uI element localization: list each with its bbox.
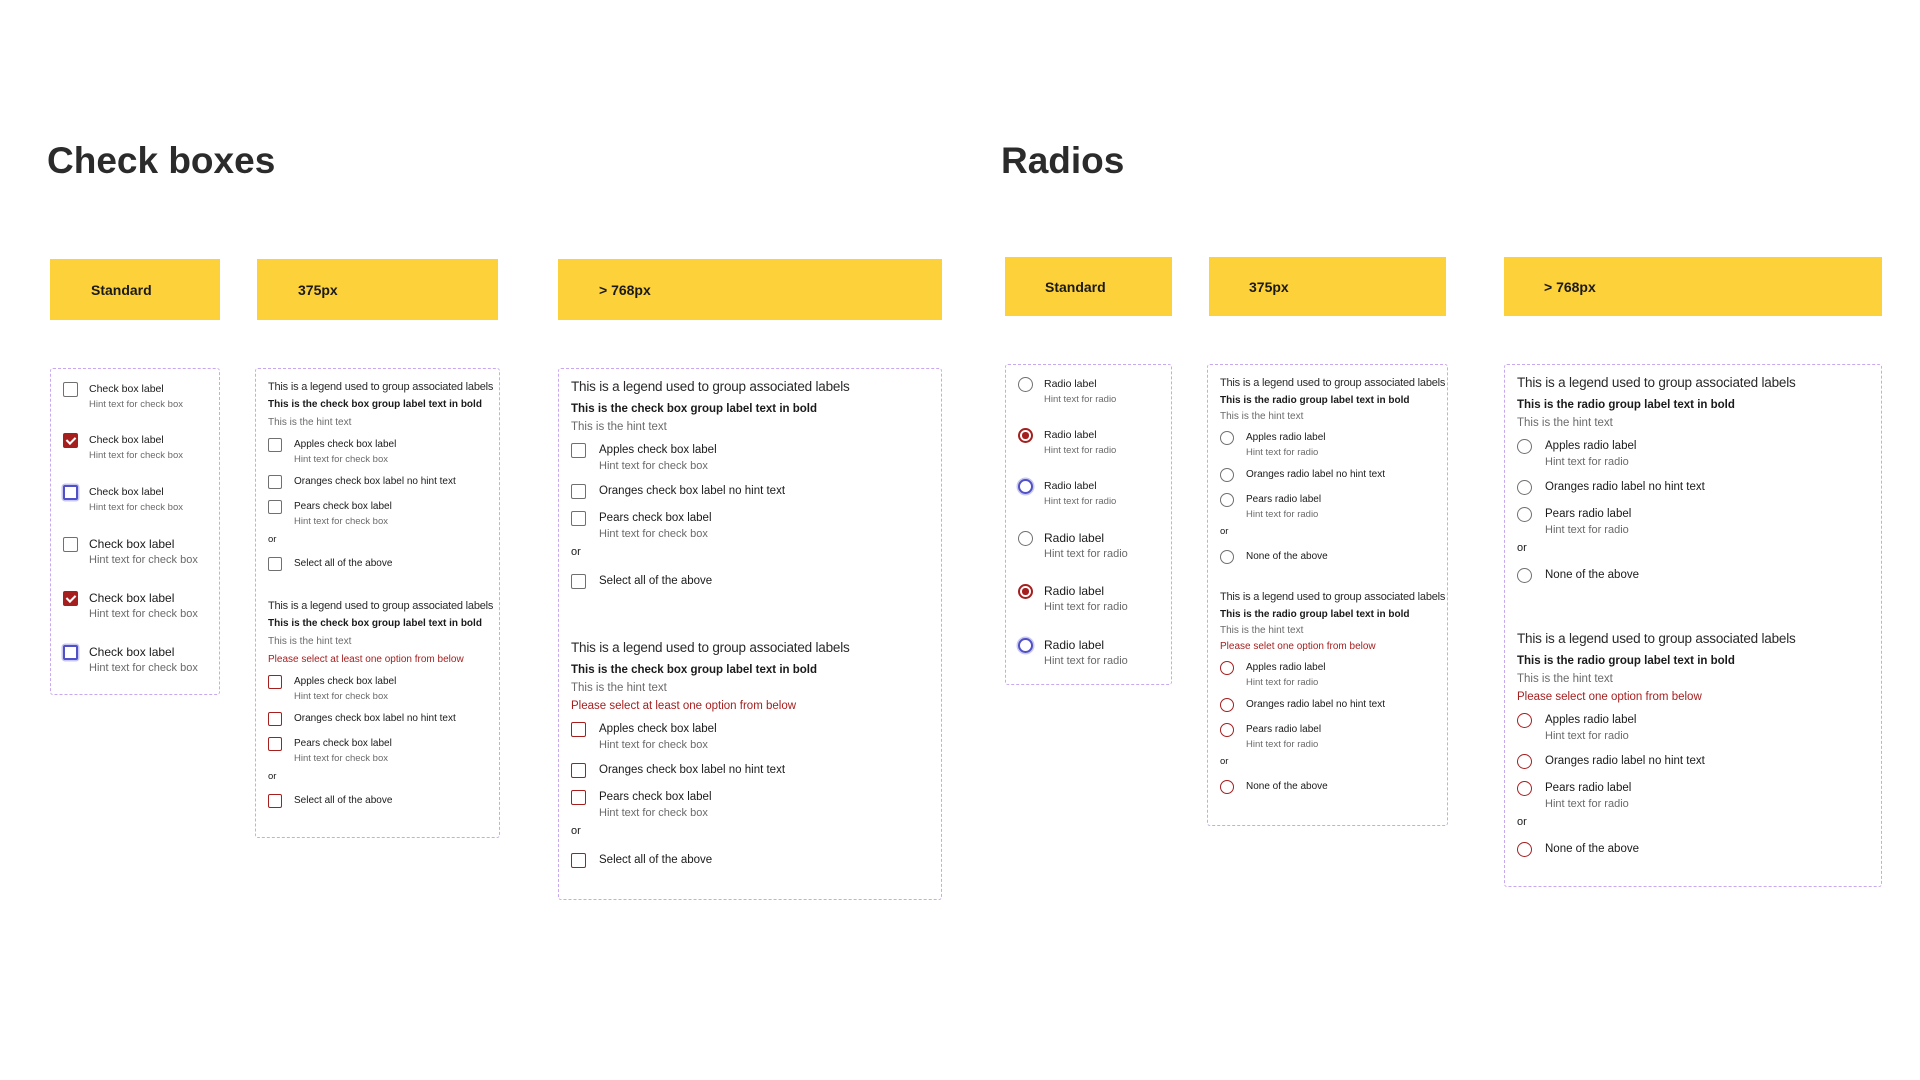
item-text — [1545, 439, 1636, 468]
radio-control[interactable] — [1517, 842, 1532, 857]
radio-option-1[interactable] — [1018, 377, 1116, 405]
tag-cb-standard — [50, 259, 220, 320]
checkbox-control[interactable] — [63, 485, 78, 500]
group-hint: This is the hint text — [571, 682, 667, 694]
item-hint: Hint text for radio — [1545, 730, 1629, 742]
radio-control[interactable] — [1018, 377, 1033, 392]
item-label: Check box label — [89, 434, 164, 446]
checkbox-control[interactable] — [571, 511, 586, 526]
item-label: Apples radio label — [1246, 662, 1326, 673]
checkbox-option-2-1[interactable] — [268, 675, 396, 702]
item-text — [599, 484, 785, 499]
item-text — [294, 438, 396, 465]
item-text — [599, 443, 717, 472]
checkbox-control[interactable] — [268, 737, 282, 751]
item-text — [599, 511, 712, 540]
item-label: Select all of the above — [294, 795, 393, 806]
item-hint: Hint text for radio — [1044, 548, 1128, 560]
checkbox-control[interactable] — [571, 722, 586, 737]
checkbox-option-6[interactable] — [63, 645, 198, 674]
item-text — [1545, 754, 1705, 769]
or-separator: or — [1517, 816, 1527, 828]
checkbox-control[interactable] — [571, 484, 586, 499]
item-hint: Hint text for check box — [294, 516, 388, 527]
radio-option-2-1[interactable] — [1517, 713, 1636, 742]
error-message: Please select at least one option from below — [571, 700, 797, 712]
item-hint: Hint text for check box — [89, 554, 198, 566]
radio-control[interactable] — [1018, 428, 1033, 443]
legend: This is a legend used to group associated labels — [571, 640, 850, 655]
item-hint: Hint text for radio — [1545, 798, 1629, 810]
item-label: Select all of the above — [599, 575, 713, 587]
item-hint: Hint text for check box — [599, 528, 708, 540]
item-label: Check box label — [89, 486, 164, 498]
legend: This is a legend used to group associated labels — [1517, 375, 1796, 390]
item-text — [1545, 781, 1631, 810]
radios-section-title: Radios — [1001, 140, 1125, 181]
item-label: Pears radio label — [1545, 782, 1632, 794]
item-hint: Hint text for radio — [1246, 509, 1319, 520]
item-text — [599, 790, 712, 819]
radio-option-2[interactable] — [1018, 428, 1116, 456]
item-text — [599, 722, 717, 751]
radio-control[interactable] — [1220, 698, 1234, 712]
radio-option-1-2[interactable] — [1220, 468, 1385, 482]
item-label: Oranges check box label no hint text — [599, 764, 786, 776]
radio-control[interactable] — [1517, 439, 1532, 454]
tag-label: Standard — [1045, 278, 1106, 295]
checkbox-option-1-3[interactable] — [571, 511, 712, 540]
item-label: None of the above — [1545, 843, 1639, 855]
radio-option-6[interactable] — [1018, 638, 1128, 667]
error-message: Please select one option from below — [1517, 691, 1702, 703]
or-separator: or — [571, 825, 581, 837]
group-label: This is the radio group label text in bold — [1220, 609, 1410, 620]
legend: This is a legend used to group associated labels — [268, 600, 494, 612]
item-label: Radio label — [1044, 531, 1105, 545]
item-label: Check box label — [89, 383, 164, 395]
checkbox-control[interactable] — [63, 537, 78, 552]
group-hint: This is the hint text — [1220, 625, 1304, 636]
error-message: Please select at least one option from below — [268, 654, 464, 665]
item-text — [1044, 377, 1116, 405]
checkbox-control[interactable] — [63, 433, 78, 448]
item-hint: Hint text for check box — [599, 807, 708, 819]
item-text — [89, 382, 183, 410]
item-label: Check box label — [89, 591, 175, 605]
legend: This is a legend used to group associated labels — [571, 379, 850, 394]
item-text — [1545, 713, 1636, 742]
checkbox-control[interactable] — [268, 557, 282, 571]
item-text — [1246, 431, 1326, 458]
item-hint: Hint text for radio — [1044, 655, 1128, 667]
tag-rd-standard — [1005, 257, 1172, 316]
checkbox-option-2-2[interactable] — [571, 763, 785, 778]
item-label: Pears check box label — [599, 512, 712, 524]
group-hint: This is the hint text — [571, 421, 667, 433]
radio-option-1-1[interactable] — [1517, 439, 1636, 468]
item-hint: Hint text for check box — [89, 608, 198, 620]
item-label: Oranges radio label no hint text — [1246, 469, 1385, 480]
radio-option-2-2[interactable] — [1220, 698, 1385, 712]
item-text — [1246, 780, 1328, 794]
group-label: This is the radio group label text in bold — [1517, 655, 1735, 667]
item-label: None of the above — [1246, 781, 1328, 792]
panel-rd-768 — [1504, 364, 1882, 887]
item-label: Pears radio label — [1246, 494, 1322, 505]
checkbox-option-1-2[interactable] — [571, 484, 785, 499]
radio-control[interactable] — [1517, 480, 1532, 495]
legend: This is a legend used to group associated labels — [1220, 377, 1446, 389]
select-all-option[interactable] — [571, 574, 712, 589]
checkbox-control[interactable] — [571, 574, 586, 589]
item-label: Radio label — [1044, 378, 1097, 390]
item-label: Oranges check box label no hint text — [294, 476, 456, 487]
item-label: None of the above — [1246, 551, 1328, 562]
checkbox-control[interactable] — [268, 438, 282, 452]
item-text — [1545, 507, 1631, 536]
item-text — [1545, 842, 1639, 857]
radio-control[interactable] — [1220, 780, 1234, 794]
item-text — [599, 574, 712, 589]
item-hint: Hint text for check box — [294, 691, 388, 702]
item-text — [89, 433, 183, 461]
checkbox-control[interactable] — [268, 475, 282, 489]
checkbox-control[interactable] — [63, 591, 78, 606]
legend: This is a legend used to group associated labels — [1220, 591, 1446, 603]
item-hint: Hint text for check box — [89, 662, 198, 674]
or-separator: or — [1220, 526, 1229, 537]
item-label: Apples check box label — [599, 723, 717, 735]
item-hint: Hint text for radio — [1044, 445, 1117, 456]
radio-option-1-1[interactable] — [1220, 431, 1326, 458]
item-label: Radio label — [1044, 638, 1105, 652]
item-hint: Hint text for radio — [1246, 739, 1319, 750]
group-hint: This is the hint text — [1517, 417, 1613, 429]
radio-control[interactable] — [1517, 754, 1532, 769]
radio-control[interactable] — [1018, 479, 1033, 494]
checkbox-control[interactable] — [571, 443, 586, 458]
item-hint: Hint text for check box — [89, 399, 183, 410]
item-label: Oranges radio label no hint text — [1545, 481, 1705, 493]
item-text — [1246, 723, 1321, 750]
radio-control[interactable] — [1018, 584, 1033, 599]
checkbox-option-5[interactable] — [63, 591, 198, 620]
item-text — [1044, 638, 1128, 667]
select-all-option[interactable] — [571, 853, 712, 868]
item-hint: Hint text for check box — [294, 454, 388, 465]
checkbox-option-2[interactable] — [63, 433, 183, 461]
tag-rd-768 — [1504, 257, 1882, 316]
panel-rd-standard — [1005, 364, 1172, 685]
panel-cb-standard — [50, 368, 220, 695]
item-text — [294, 794, 392, 808]
item-text — [294, 712, 456, 726]
select-all-option[interactable] — [268, 794, 392, 808]
checkbox-control[interactable] — [571, 853, 586, 868]
item-text — [1246, 493, 1321, 520]
item-hint: Hint text for radio — [1246, 677, 1319, 688]
checkbox-control[interactable] — [63, 382, 78, 397]
checkbox-control[interactable] — [268, 500, 282, 514]
item-hint: Hint text for check box — [599, 739, 708, 751]
item-text — [89, 537, 198, 566]
checkbox-option-1-1[interactable] — [268, 438, 396, 465]
group-hint: This is the hint text — [268, 636, 352, 647]
panel-cb-375 — [255, 368, 500, 838]
item-label: Radio label — [1044, 480, 1097, 492]
item-label: Apples check box label — [294, 676, 397, 687]
group-hint: This is the hint text — [1517, 673, 1613, 685]
item-hint: Hint text for check box — [294, 753, 388, 764]
radio-control[interactable] — [1220, 723, 1234, 737]
item-label: Pears radio label — [1246, 724, 1322, 735]
item-hint: Hint text for check box — [599, 460, 708, 472]
or-separator: or — [268, 534, 277, 545]
radio-control[interactable] — [1517, 507, 1532, 522]
checkbox-option-2-3[interactable] — [268, 737, 392, 764]
tag-rd-375 — [1209, 257, 1446, 316]
radio-option-2-3[interactable] — [1220, 723, 1321, 750]
item-label: Oranges check box label no hint text — [599, 485, 786, 497]
item-hint: Hint text for radio — [1545, 456, 1629, 468]
checkbox-option-1-1[interactable] — [571, 443, 717, 472]
item-hint: Hint text for radio — [1044, 394, 1117, 405]
item-text — [1246, 661, 1326, 688]
radio-control[interactable] — [1220, 550, 1234, 564]
tag-label: > 768px — [1544, 278, 1596, 295]
item-text — [1044, 479, 1116, 507]
select-all-option[interactable] — [268, 557, 392, 571]
radio-option-1-3[interactable] — [1220, 493, 1321, 520]
radio-control[interactable] — [1018, 531, 1033, 546]
tag-cb-768 — [558, 259, 942, 320]
item-text — [89, 485, 183, 513]
radio-control[interactable] — [1220, 661, 1234, 675]
item-label: Select all of the above — [294, 558, 393, 569]
radio-control[interactable] — [1220, 493, 1234, 507]
item-label: Select all of the above — [599, 854, 713, 866]
radio-option-5[interactable] — [1018, 584, 1128, 613]
checkbox-control[interactable] — [571, 763, 586, 778]
item-text — [1044, 584, 1128, 613]
radio-option-3[interactable] — [1018, 479, 1116, 507]
tag-label: 375px — [1249, 278, 1289, 295]
checkbox-option-3[interactable] — [63, 485, 183, 513]
item-label: Check box label — [89, 537, 175, 551]
tag-label: > 768px — [599, 281, 651, 298]
item-label: Apples radio label — [1246, 432, 1326, 443]
none-of-the-above-option[interactable] — [1220, 550, 1328, 564]
item-label: Apples radio label — [1545, 440, 1637, 452]
item-text — [294, 500, 392, 527]
item-label: Pears check box label — [294, 501, 392, 512]
tag-label: Standard — [91, 281, 152, 298]
item-label: Apples check box label — [599, 444, 717, 456]
none-of-the-above-option[interactable] — [1517, 568, 1639, 583]
group-hint: This is the hint text — [268, 417, 352, 428]
item-hint: Hint text for radio — [1246, 447, 1319, 458]
tag-cb-375 — [257, 259, 498, 320]
item-text — [1044, 531, 1128, 560]
item-label: None of the above — [1545, 569, 1639, 581]
checkbox-option-2-1[interactable] — [571, 722, 717, 751]
tag-label: 375px — [298, 281, 338, 298]
item-label: Check box label — [89, 645, 175, 659]
group-hint: This is the hint text — [1220, 411, 1304, 422]
radio-control[interactable] — [1517, 781, 1532, 796]
item-hint: Hint text for radio — [1545, 524, 1629, 536]
radio-control[interactable] — [1517, 568, 1532, 583]
item-text — [294, 737, 392, 764]
item-text — [89, 645, 198, 674]
checkbox-option-1-2[interactable] — [268, 475, 456, 489]
checkbox-control[interactable] — [63, 645, 78, 660]
item-text — [89, 591, 198, 620]
checkbox-control[interactable] — [268, 794, 282, 808]
item-label: Oranges radio label no hint text — [1246, 699, 1385, 710]
group-label: This is the check box group label text in bold — [571, 664, 818, 676]
radio-control[interactable] — [1220, 468, 1234, 482]
item-hint: Hint text for radio — [1044, 496, 1117, 507]
item-text — [294, 475, 456, 489]
item-hint: Hint text for radio — [1044, 601, 1128, 613]
item-label: Pears check box label — [294, 738, 392, 749]
checkbox-control[interactable] — [268, 712, 282, 726]
item-label: Radio label — [1044, 584, 1105, 598]
checkbox-option-1-3[interactable] — [268, 500, 392, 527]
radio-option-1-3[interactable] — [1517, 507, 1631, 536]
group-label: This is the check box group label text in bold — [571, 403, 818, 415]
group-label: This is the radio group label text in bold — [1220, 395, 1410, 406]
item-text — [1044, 428, 1116, 456]
checkbox-option-1[interactable] — [63, 382, 183, 410]
error-message: Please selet one option from below — [1220, 641, 1376, 652]
item-hint: Hint text for check box — [89, 450, 183, 461]
checkboxes-section-title: Check boxes — [47, 140, 276, 181]
item-text — [1545, 480, 1705, 495]
group-label: This is the check box group label text in bold — [268, 399, 482, 410]
item-label: Oranges radio label no hint text — [1545, 755, 1705, 767]
none-of-the-above-option[interactable] — [1517, 842, 1639, 857]
item-text — [294, 557, 392, 571]
radio-option-2-1[interactable] — [1220, 661, 1326, 688]
legend: This is a legend used to group associated labels — [1517, 631, 1796, 646]
item-text — [1246, 468, 1385, 482]
panel-rd-375 — [1207, 364, 1448, 826]
item-label: Pears check box label — [599, 791, 712, 803]
checkbox-option-4[interactable] — [63, 537, 198, 566]
item-text — [599, 853, 712, 868]
group-label: This is the check box group label text in bold — [268, 618, 482, 629]
radio-option-2-2[interactable] — [1517, 754, 1705, 769]
checkbox-control[interactable] — [571, 790, 586, 805]
item-text — [1246, 698, 1385, 712]
checkbox-option-2-2[interactable] — [268, 712, 456, 726]
item-text — [1545, 568, 1639, 583]
checkbox-control[interactable] — [268, 675, 282, 689]
radio-control[interactable] — [1220, 431, 1234, 445]
radio-option-2-3[interactable] — [1517, 781, 1631, 810]
or-separator: or — [571, 546, 581, 558]
or-separator: or — [1517, 542, 1527, 554]
item-label: Radio label — [1044, 429, 1097, 441]
item-label: Apples check box label — [294, 439, 397, 450]
group-label: This is the radio group label text in bold — [1517, 399, 1735, 411]
panel-cb-768 — [558, 368, 942, 900]
item-text — [294, 675, 396, 702]
item-text — [1246, 550, 1328, 564]
legend: This is a legend used to group associated labels — [268, 381, 494, 393]
item-label: Oranges check box label no hint text — [294, 713, 456, 724]
checkbox-option-2-3[interactable] — [571, 790, 712, 819]
radio-option-1-2[interactable] — [1517, 480, 1705, 495]
item-text — [599, 763, 785, 778]
radio-option-4[interactable] — [1018, 531, 1128, 560]
or-separator: or — [1220, 756, 1229, 767]
item-label: Apples radio label — [1545, 714, 1637, 726]
none-of-the-above-option[interactable] — [1220, 780, 1328, 794]
radio-control[interactable] — [1517, 713, 1532, 728]
item-hint: Hint text for check box — [89, 502, 183, 513]
item-label: Pears radio label — [1545, 508, 1632, 520]
or-separator: or — [268, 771, 277, 782]
radio-control[interactable] — [1018, 638, 1033, 653]
